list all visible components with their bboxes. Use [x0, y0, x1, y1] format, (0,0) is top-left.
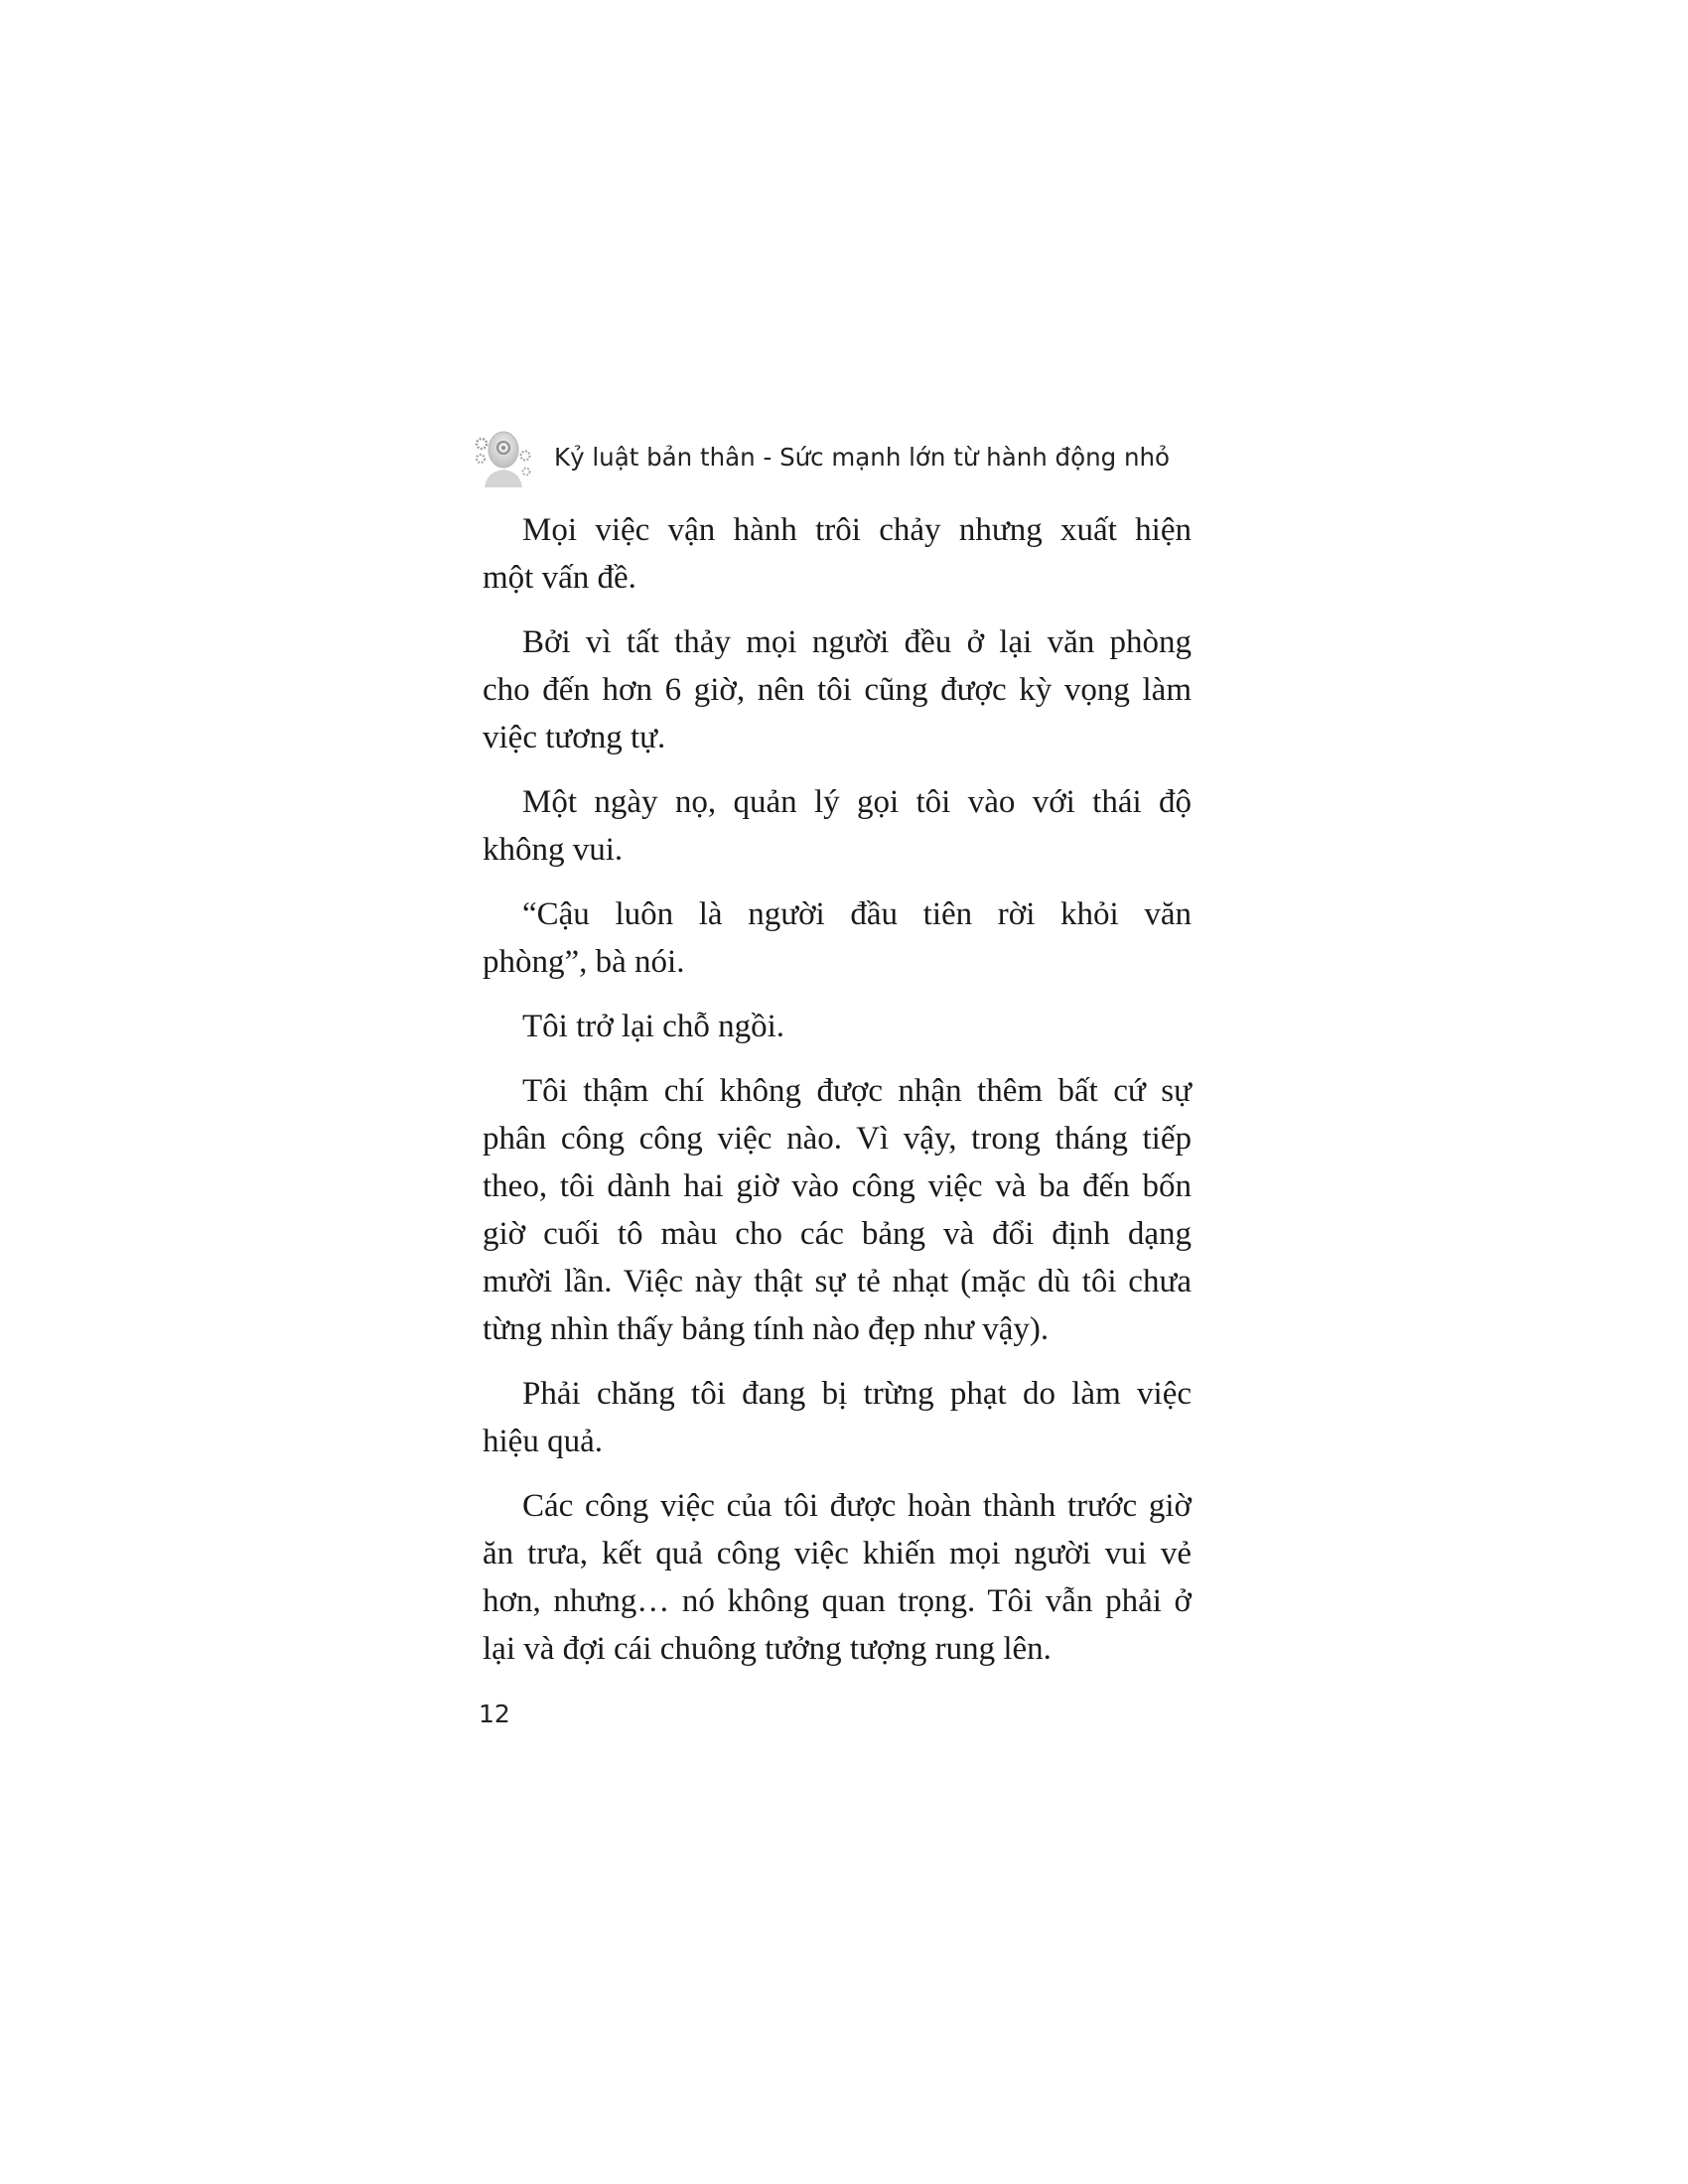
text-line: Bởi vì tất thảy mọi người đều ở lại văn phòng: [522, 624, 1192, 660]
page-number: 12: [479, 1700, 510, 1728]
body-text: [483, 506, 1192, 1690]
paragraph: [483, 1003, 1192, 1050]
running-header: [475, 425, 1229, 488]
text-line: mười lần. Việc này thật sự tẻ nhạt (mặc dù tôi chưa: [483, 1264, 1192, 1299]
running-header-title: Kỷ luật bản thân - Sức mạnh lớn từ hành động nhỏ: [554, 442, 1171, 472]
paragraph: [483, 506, 1192, 602]
text-line: lại và đợi cái chuông tưởng tượng rung lên.: [483, 1631, 1052, 1667]
text-line: một vấn đề.: [483, 560, 636, 596]
text-line: Các công việc của tôi được hoàn thành trước giờ: [522, 1488, 1192, 1524]
text-line: không vui.: [483, 832, 624, 868]
text-line: giờ cuối tô màu cho các bảng và đổi định dạng: [483, 1216, 1192, 1252]
paragraph: [483, 1067, 1192, 1353]
text-line: phân công công việc nào. Vì vậy, trong tháng tiếp: [483, 1121, 1192, 1157]
text-line: Phải chăng tôi đang bị trừng phạt do làm việc: [522, 1376, 1192, 1412]
paragraph: [483, 618, 1192, 761]
text-line: việc tương tự.: [483, 720, 666, 755]
text-line: Một ngày nọ, quản lý gọi tôi vào với thái độ: [522, 784, 1192, 820]
text-line: phòng”, bà nói.: [483, 944, 685, 980]
paragraph: [483, 1482, 1192, 1673]
paragraph: [483, 778, 1192, 874]
paragraph: [483, 890, 1192, 986]
text-line: hiệu quả.: [483, 1424, 603, 1459]
text-line: Mọi việc vận hành trôi chảy nhưng xuất hiện: [522, 512, 1192, 548]
text-line: theo, tôi dành hai giờ vào công việc và ba đến bốn: [483, 1168, 1192, 1204]
paragraph: [483, 1370, 1192, 1465]
text-line: ăn trưa, kết quả công việc khiến mọi người vui vẻ: [483, 1536, 1192, 1571]
text-line: Tôi thậm chí không được nhận thêm bất cứ sự: [522, 1073, 1192, 1109]
head-with-gears-icon: [475, 426, 532, 487]
text-line: Tôi trở lại chỗ ngồi.: [522, 1009, 784, 1044]
text-line: cho đến hơn 6 giờ, nên tôi cũng được kỳ vọng làm: [483, 672, 1192, 708]
text-line: “Cậu luôn là người đầu tiên rời khỏi văn: [522, 896, 1192, 932]
text-line: từng nhìn thấy bảng tính nào đẹp như vậy).: [483, 1311, 1050, 1347]
text-line: hơn, nhưng… nó không quan trọng. Tôi vẫn phải ở: [483, 1583, 1192, 1619]
